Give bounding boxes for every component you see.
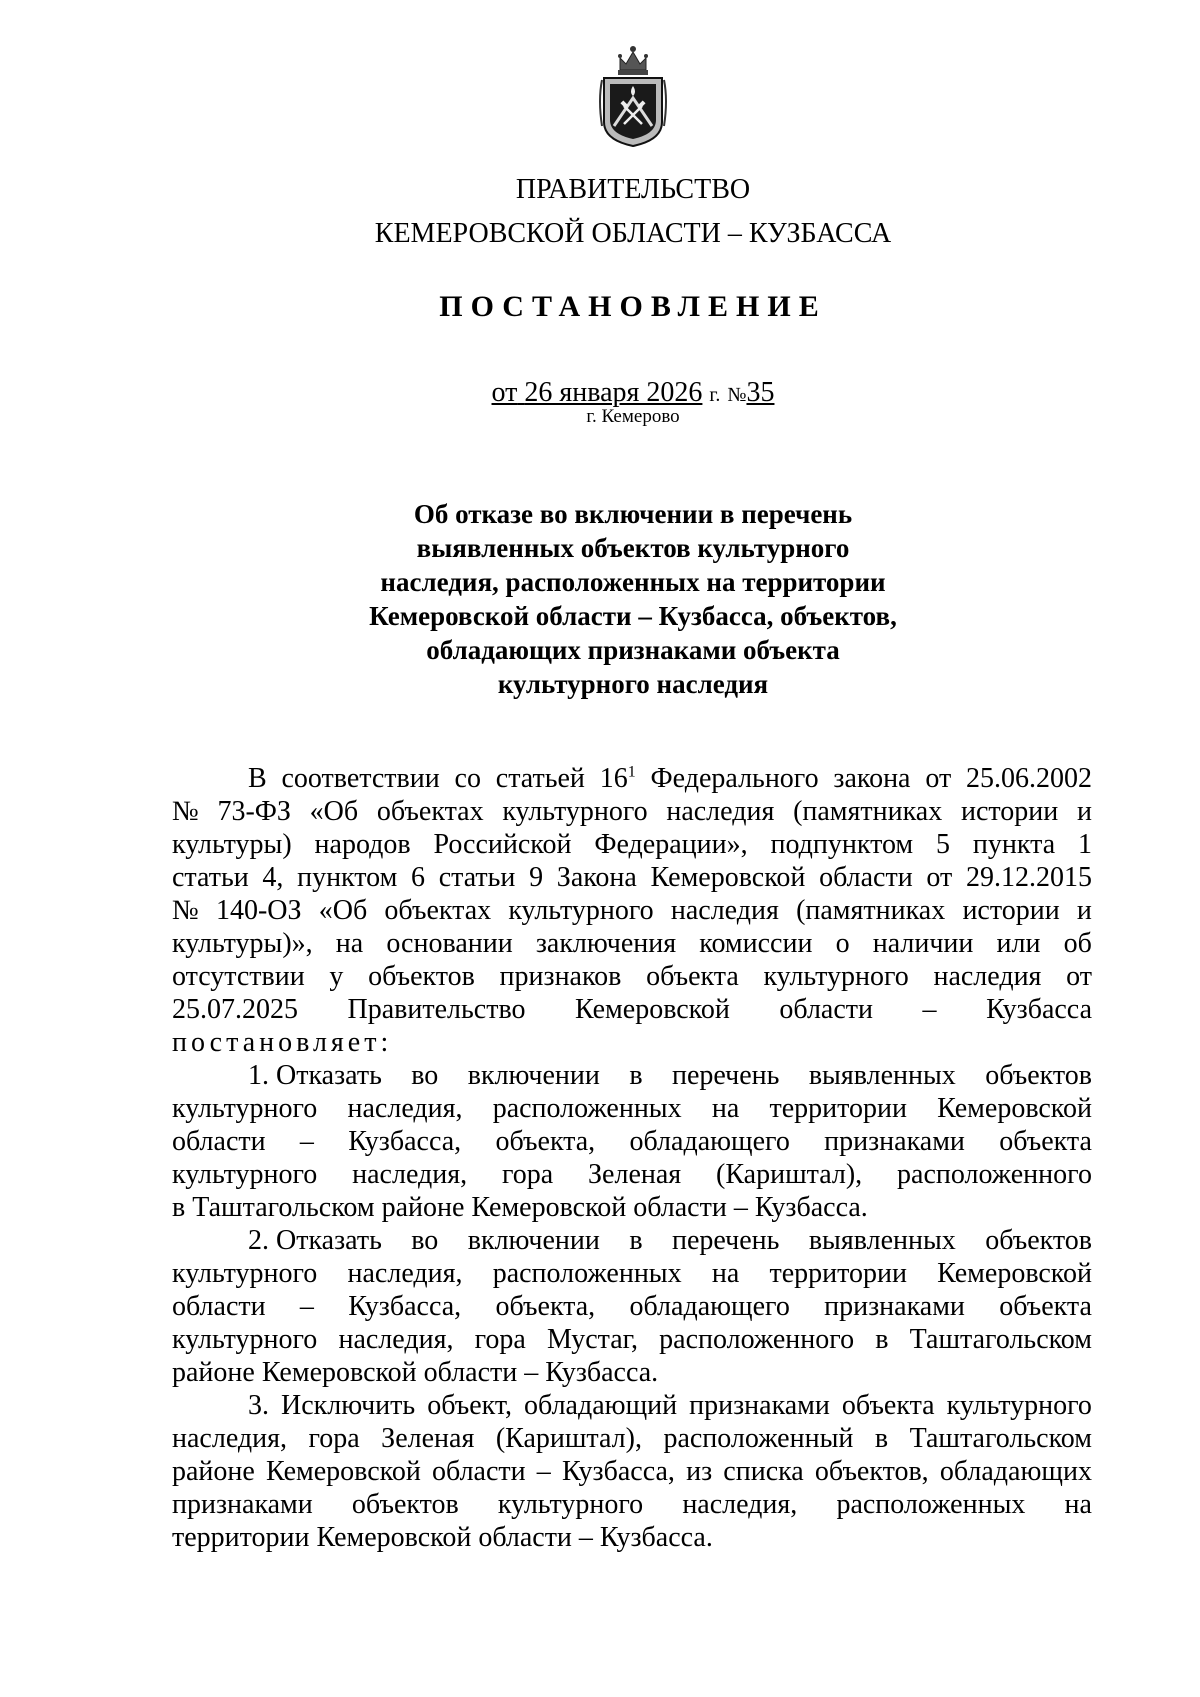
body-word: районе [172, 1456, 255, 1487]
body-word: признаками [824, 1126, 965, 1157]
body-word: объект, [427, 1390, 513, 1421]
body-line [172, 1125, 1092, 1158]
subject-line: Об отказе во включении в перечень [413, 499, 853, 529]
body-line [172, 927, 1092, 960]
body-word: 1. Отказать [248, 1060, 382, 1091]
body-line [172, 1026, 1092, 1059]
body-word: – [299, 1291, 314, 1322]
body-word: культурного [172, 1159, 318, 1190]
body-line [172, 1422, 1092, 1455]
body-word: № [172, 895, 199, 926]
body-word: в [629, 1225, 643, 1256]
body-word: культурного [172, 1324, 318, 1355]
body-line-text: районе Кемеровской области – Кузбасса. [172, 1357, 659, 1388]
body-word: Кузбасса, [348, 1126, 462, 1157]
body-word: соответствии [281, 763, 440, 794]
body-word: – [536, 1456, 551, 1487]
body-word: объектов [351, 1489, 459, 1520]
body-word: Кузбасса, [348, 1291, 462, 1322]
body-word: статьей [495, 763, 585, 794]
body-word: пунктом [297, 862, 398, 893]
body-word: перечень [671, 1225, 780, 1256]
body-line [172, 762, 1092, 795]
body-word: о [835, 928, 850, 959]
body-word: 4, [262, 862, 284, 893]
body-word: отсутствии [172, 961, 305, 992]
body-word: – [922, 994, 937, 1025]
body-word: объекта [841, 1390, 935, 1421]
body-line [172, 993, 1092, 1026]
body-word: наследия [670, 895, 779, 926]
body-word: признаков [499, 961, 622, 992]
body-word: от [925, 763, 952, 794]
body-word: территории [769, 1093, 907, 1124]
body-word: 1 [1078, 829, 1092, 860]
body-word: включении [467, 1060, 600, 1091]
body-word: области [819, 862, 913, 893]
body-word: статьи [172, 862, 249, 893]
body-word: и [1076, 796, 1092, 827]
body-word: 5 [936, 829, 951, 860]
decree-subject [0, 497, 1200, 701]
body-word: (памятниках [796, 895, 946, 926]
body-word: Таштагольском [909, 1423, 1092, 1454]
body-word: признаками [172, 1489, 313, 1520]
body-word: объектах [384, 895, 492, 926]
date-prefix: от [491, 377, 518, 408]
body-word: области [172, 1126, 266, 1157]
body-word: в [875, 1324, 889, 1355]
body-word: объектов, [814, 1456, 929, 1487]
body-word: обладающего [629, 1126, 790, 1157]
body-word: признаками [824, 1291, 965, 1322]
subject-line: наследия, расположенных на территории [380, 567, 886, 597]
body-word: наследия [933, 961, 1042, 992]
body-line-text: территории Кемеровской области – Кузбасса. [172, 1522, 713, 1553]
body-word: наследия, [172, 1423, 287, 1454]
body-word: объекта [646, 961, 739, 992]
body-word: культурного [508, 895, 654, 926]
body-word: обладающего [629, 1291, 790, 1322]
decree-number: 35 [746, 377, 775, 408]
subject-line: обладающих признаками объекта [426, 635, 840, 665]
body-word: закона [833, 763, 911, 794]
body-word: гора [501, 1159, 554, 1190]
body-line [172, 1224, 1092, 1257]
body-word: (памятниках [793, 796, 943, 827]
body-word: от [926, 862, 953, 893]
government-name-line2: КЕМЕРОВСКОЙ ОБЛАСТИ – КУЗБАССА [374, 218, 892, 249]
body-word: истории [962, 895, 1060, 926]
body-word: Правительство [347, 994, 526, 1025]
body-word: статьи [438, 862, 516, 893]
body-word: 25.06.2002 [966, 763, 1092, 794]
body-word: Мустаг, [547, 1324, 638, 1355]
body-line [172, 1488, 1092, 1521]
body-word: заключения [535, 928, 677, 959]
body-word: $16^1$ [599, 763, 636, 794]
body-word: гора [308, 1423, 360, 1454]
body-word: об [1063, 928, 1092, 959]
body-word: из [686, 1456, 713, 1487]
body-word: наследия, [338, 1324, 454, 1355]
body-word: Кемеровской [937, 1093, 1092, 1124]
decree-body [172, 762, 1092, 1554]
body-line [172, 1257, 1092, 1290]
body-word: наследия, [682, 1489, 798, 1520]
article-superscript: 1 [627, 763, 636, 781]
body-word: расположенного [659, 1324, 855, 1355]
body-word: культуры) [172, 829, 292, 860]
body-word: расположенных [836, 1489, 1026, 1520]
body-word: на [335, 928, 364, 959]
body-word: наследия, [352, 1159, 468, 1190]
body-word: во [411, 1060, 439, 1091]
body-word: народов [314, 829, 411, 860]
body-word: – [299, 1126, 314, 1157]
body-word: со [454, 763, 481, 794]
body-word: расположенный [663, 1423, 854, 1454]
body-word: Федерации», [594, 829, 748, 860]
body-line [172, 960, 1092, 993]
body-line [172, 1455, 1092, 1488]
body-word: основании [386, 928, 513, 959]
body-word: на [711, 1258, 740, 1289]
body-word: культурного [502, 796, 648, 827]
body-word: включении [467, 1225, 600, 1256]
body-word: объекта [999, 1291, 1092, 1322]
body-word: списка [723, 1456, 804, 1487]
body-line [172, 861, 1092, 894]
subject-line: культурного наследия [497, 669, 769, 699]
body-line [172, 1356, 1092, 1389]
body-word: выявленных [808, 1060, 956, 1091]
body-word: Кемеровской [937, 1258, 1092, 1289]
body-word: культурного [946, 1390, 1092, 1421]
decree-date: 26 января 2026 [524, 377, 703, 408]
body-word: Исключить [281, 1390, 416, 1421]
body-word: пункта [972, 829, 1056, 860]
body-word: 140-ОЗ [215, 895, 302, 926]
body-word: В [248, 763, 267, 794]
body-line [172, 1059, 1092, 1092]
body-word: Кузбасса [986, 994, 1092, 1025]
body-word: объекта [999, 1126, 1092, 1157]
body-word: Российской [433, 829, 572, 860]
body-word: 9 [529, 862, 544, 893]
decree-title: ПОСТАНОВЛЕНИЕ [439, 290, 827, 323]
body-word: выявленных [808, 1225, 956, 1256]
body-word: культуры)», [172, 928, 313, 959]
body-word: расположенного [897, 1159, 1092, 1190]
year-suffix: г. [709, 384, 721, 406]
body-word: 25.07.2025 [172, 994, 298, 1025]
body-word: объекта, [495, 1126, 596, 1157]
body-line-text: в Таштагольском районе Кемеровской области – Кузбасса. [172, 1192, 868, 1223]
body-word: в [629, 1060, 643, 1091]
body-word: признаками [689, 1390, 830, 1421]
city: г. Кемерово [586, 406, 680, 427]
body-word: объектов [985, 1060, 1092, 1091]
body-word: № [172, 796, 199, 827]
body-word: Таштагольском [909, 1324, 1092, 1355]
body-word: Кемеровской [266, 1456, 421, 1487]
body-line [172, 1191, 1092, 1224]
body-word: Кемеровской [650, 862, 806, 893]
body-line [172, 1092, 1092, 1125]
government-name-line1: ПРАВИТЕЛЬСТВО [515, 174, 751, 205]
body-word: Федерального [650, 763, 819, 794]
body-word: культурного [172, 1258, 318, 1289]
body-line [172, 1389, 1092, 1422]
body-word: 29.12.2015 [965, 862, 1092, 893]
body-word: культурного [172, 1093, 318, 1124]
body-word: 73-ФЗ [217, 796, 291, 827]
body-word: 2. Отказать [248, 1225, 382, 1256]
body-word: в [874, 1423, 889, 1454]
body-word: (Кариштал), [495, 1423, 642, 1454]
body-word: во [411, 1225, 439, 1256]
body-word: у [329, 961, 344, 992]
coat-of-arms-emblem [598, 40, 668, 148]
body-word: области [432, 1456, 526, 1487]
body-line [172, 1158, 1092, 1191]
body-line [172, 828, 1092, 861]
body-word: перечень [671, 1060, 780, 1091]
body-word: и [1076, 895, 1092, 926]
body-word: 3. [248, 1390, 269, 1421]
body-line [172, 1323, 1092, 1356]
body-word: области [779, 994, 873, 1025]
body-word: гора [474, 1324, 526, 1355]
body-word: наличии [872, 928, 974, 959]
body-word: от [1066, 961, 1092, 992]
body-word: обладающий [524, 1390, 678, 1421]
body-word: Закона [556, 862, 637, 893]
body-word: комиссии [699, 928, 813, 959]
body-word: наследия, [347, 1093, 463, 1124]
body-word: расположенных [492, 1093, 682, 1124]
body-word: области [172, 1291, 266, 1322]
decree-date-number [0, 377, 1200, 409]
body-line [172, 1521, 1092, 1554]
body-line [172, 1290, 1092, 1323]
body-word: подпунктом [770, 829, 914, 860]
body-word: Зеленая [588, 1159, 682, 1190]
body-word: на [1064, 1489, 1092, 1520]
body-word: объектов [368, 961, 475, 992]
subject-line: Кемеровской области – Кузбасса, объектов, [369, 601, 897, 631]
number-sign: № [727, 384, 747, 406]
body-word: объектах [376, 796, 484, 827]
subject-line: выявленных объектов культурного [416, 533, 850, 563]
body-word: территории [769, 1258, 907, 1289]
body-word: наследия [666, 796, 775, 827]
body-word: Кемеровской [575, 994, 730, 1025]
body-word: «Об [318, 895, 368, 926]
body-word: на [711, 1093, 740, 1124]
body-word: «Об [309, 796, 359, 827]
body-word: объектов [985, 1225, 1092, 1256]
body-line [172, 894, 1092, 927]
body-word: наследия, [347, 1258, 463, 1289]
resolves-word: постановляет: [172, 1027, 393, 1058]
body-word: культурного [497, 1489, 644, 1520]
body-word: расположенных [492, 1258, 682, 1289]
body-word: обладающих [939, 1456, 1092, 1487]
body-word: Зеленая [381, 1423, 475, 1454]
body-word: культурного [763, 961, 909, 992]
body-line [172, 795, 1092, 828]
body-word: Кузбасса, [561, 1456, 675, 1487]
body-word: 6 [411, 862, 426, 893]
body-word: объекта, [495, 1291, 596, 1322]
body-word: истории [960, 796, 1059, 827]
body-word: (Кариштал), [716, 1159, 863, 1190]
body-word: или [996, 928, 1041, 959]
